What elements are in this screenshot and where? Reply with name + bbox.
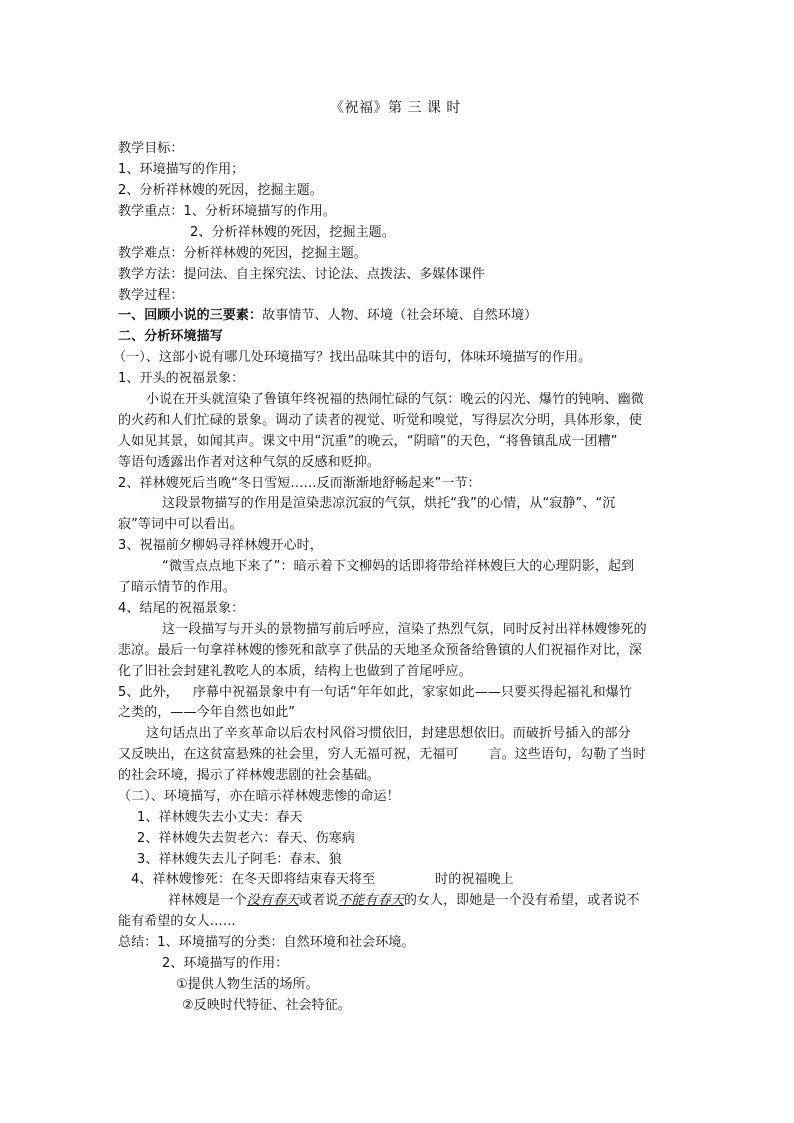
emphasis-text: 不能有春天 (338, 893, 404, 908)
text-line: “微雪点点地下来了”：暗示着下文柳妈的话即将带给祥林嫂巨大的心理阴影，起到 (162, 559, 635, 574)
text-line: 这段景物描写的作用是渲染悲凉沉寂的气氛，烘托“我”的心情，从“寂静”、“沉 (162, 496, 616, 511)
text-line: 之类的，——今年自然也如此” (118, 705, 296, 720)
text-line: 小说在开头就渲染了鲁镇年终祝福的热闹忙碌的气氛：晚云的闪光、爆竹的钝响、幽微 (146, 392, 644, 407)
text-run: 言。这些语句，勾勒了当时 (488, 747, 646, 762)
text-line: 3、祝福前夕柳妈寻祥林嫂开心时， (118, 538, 323, 553)
text-line (118, 745, 646, 765)
text-run: 又反映出，在这贫富悬殊的社会里，穷人无福可祝，无福可 (118, 747, 459, 762)
section-heading (118, 306, 537, 326)
page-title: 《祝福》第 三 课 时 (330, 100, 461, 116)
text-line (168, 891, 640, 911)
text-run: 的女人，即她是一个没有希望，或者说不 (403, 893, 640, 908)
text-line: 2、祥林嫂死后当晚“冬日雪短……反而渐渐地舒畅起来”一节： (118, 476, 481, 491)
text-run: 时的祝福晚上 (435, 872, 514, 887)
text-line: 等语句透露出作者对这种气氛的反感和贬抑。 (118, 455, 381, 470)
text-line: 2、祥林嫂失去贺老六：春天、伤寒病 (137, 831, 355, 846)
text-line: ①提供人物生活的场所。 (176, 977, 319, 992)
text-line: 4、结尾的祝福景象： (118, 601, 245, 616)
text-line: 这句话点出了辛亥革命以后农村风俗习惯依旧，封建思想依旧。而破折号插入的部分 (146, 726, 631, 741)
text-run: 序幕中祝福景象中有一句话“年年如此，家家如此——只要买得起福礼和爆竹 (192, 685, 632, 700)
text-line: 1、祥林嫂失去小丈夫：春天 (137, 810, 303, 825)
text-line: 化了旧社会封建礼教吃人的本质，结构上也做到了首尾呼应。 (118, 664, 472, 679)
text-line (131, 870, 514, 890)
text-line: 教学难点：分析祥林嫂的死因，挖掘主题。 (118, 246, 367, 261)
text-run: 故事情节、人物、环境（社会环境、自然环境） (262, 308, 538, 323)
text-line: 3、祥林嫂失去儿子阿毛：春末、狼 (137, 852, 342, 867)
text-line: 教学重点：1、分析环境描写的作用。 (118, 204, 336, 219)
emphasis-text: 没有春天 (246, 893, 300, 908)
text-line: 的社会环境，揭示了祥林嫂悲剧的社会基础。 (118, 768, 381, 783)
text-line: 悲凉。最后一句拿祥林嫂的惨死和歆享了供品的天地圣众预备给鲁镇的人们祝福作对比，深 (118, 643, 643, 658)
text-line: 2、环境描写的作用： (162, 956, 289, 971)
text-line: 2、分析祥林嫂的死因，挖掘主题。 (118, 183, 323, 198)
text-line: 总结：1、环境描写的分类：自然环境和社会环境。 (118, 935, 415, 950)
text-line: 的火药和人们忙碌的景象。调动了读者的视觉、听觉和嗅觉，写得层次分明，具体形象，使 (118, 413, 643, 428)
text-line: 1、开头的祝福景象： (118, 371, 245, 386)
text-line: ②反映时代特征、社会特征。 (182, 998, 351, 1013)
text-run: 祥林嫂是一个 (168, 893, 247, 908)
text-line (118, 683, 632, 703)
text-run: 或者说 (299, 893, 339, 908)
text-line: 教学方法：提问法、自主探究法、讨论法、点拨法、多媒体课件 (118, 267, 485, 282)
text-line: 教学目标： (118, 141, 184, 156)
text-run: 4、祥林嫂惨死：在冬天即将结束春天将至 (131, 872, 376, 887)
text-line: 能有希望的女人…… (118, 914, 236, 929)
text-line: 寂”等词中可以看出。 (118, 517, 243, 532)
section-heading: 二、分析环境描写 (118, 329, 223, 344)
text-line: （二）、环境描写，亦在暗示祥林嫂悲惨的命运！ (118, 789, 400, 804)
text-line: 了暗示情节的作用。 (118, 580, 236, 595)
text-line: 人如见其景，如闻其声。课文中用“沉重”的晚云，“阴暗”的天色，“将鲁镇乱成一团糟” (118, 434, 618, 449)
text-line: （一）、这部小说有哪几处环境描写？找出品味其中的语句，体味环境描写的作用。 (113, 350, 592, 365)
text-run: 5、此外， (118, 685, 179, 700)
section-heading-label: 一、回顾小说的三要素： (118, 308, 263, 323)
text-line: 教学过程： (118, 288, 184, 303)
text-line: 2、分析祥林嫂的死因，挖掘主题。 (190, 225, 395, 240)
text-line: 这一段描写与开头的景物描写前后呼应，渲染了热烈气氛，同时反衬出祥林嫂惨死的 (162, 622, 647, 637)
text-line: 1、环境描写的作用； (118, 162, 245, 177)
